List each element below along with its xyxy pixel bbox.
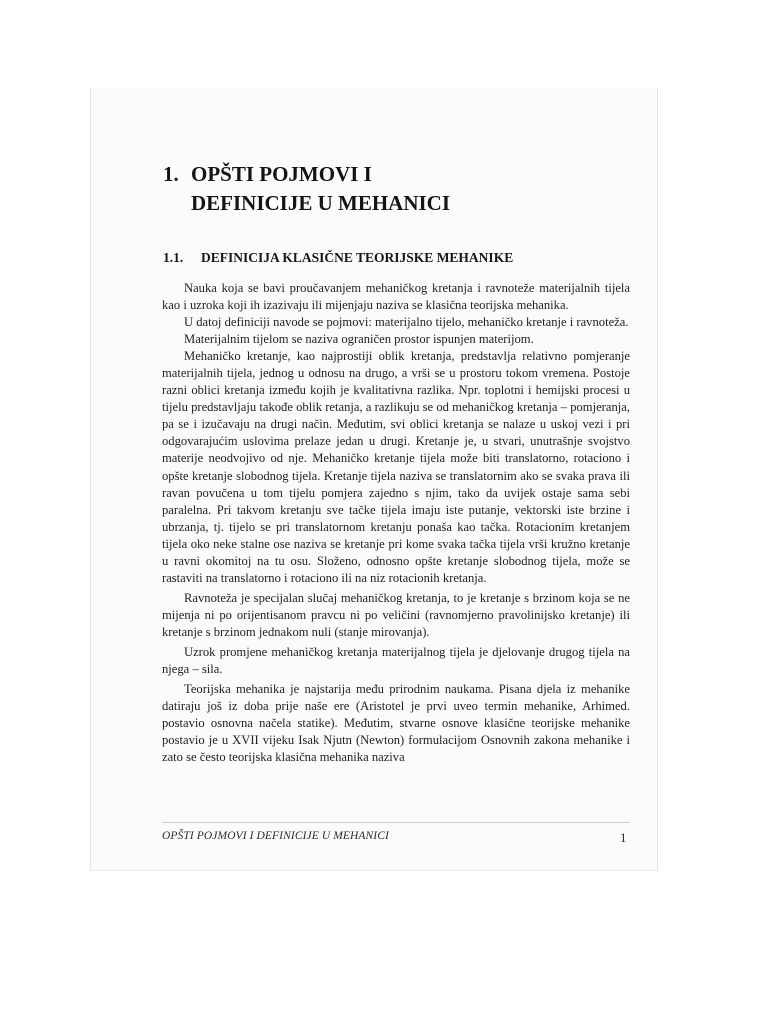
chapter-title-line-2: DEFINICIJE U MEHANICI bbox=[191, 191, 451, 215]
paragraph: U datoj definiciji navode se pojmovi: materijalno tijelo, mehaničko kretanje i ravnoteža. bbox=[184, 315, 629, 330]
paragraph: Nauka koja se bavi proučavanjem mehaničkog kretanja i ravnoteže materijalnih tijela kao i uzroka koji ih izazivaju ili mijenjaju naziva se klasična teorijska mehanika. bbox=[162, 281, 630, 313]
section-title: DEFINICIJA KLASIČNE TEORIJSKE MEHANIKE bbox=[201, 250, 514, 265]
paragraph: Uzrok promjene mehaničkog kretanja materijalnog tijela je djelovanje drugog tijela na njega – sila. bbox=[162, 644, 630, 677]
paragraph: Teorijska mehanika je najstarija među prirodnim naukama. Pisana djela iz mehanike datiraju još iz doba prije naše ere (Aristotel je prvi uveo termin mehanike, Arhimed. postavio osnovna načela statike). Međutim, stvarne osnove klasične teorijske mehanike postavio je u XVII vijeku Isak Njutn (Newton) formulacijom Osnovnih zakona mehanike i zato se često teorijska klasična mehanika naziva bbox=[162, 682, 630, 765]
paragraph: Mehaničko kretanje, kao najprostiji oblik kretanja, predstavlja relativno pomjeranje materijalnih tijela, jednog u odnosu na drugo, a vrši se u prostoru tokom vremena. Postoje razni oblici kretanja između kojih je kvalitativna razlika. Npr. toplotni i hemijski procesi u tijelu predstavljaju takođe oblik retanja, a razlikuju se od mehaničkog kretanja – pomjeranja, pa se i izučavaju na drugi način. Međutim, svi oblici kretanja se nalaze u uskoj vezi i pri odgovarajućim uslovima prelaze jedan u drugi. Kretanje je, u stvari, unutrašnje svojstvo materije neodvojivo od nje. Mehaničko kretanje tijela može biti translatorno, rotaciono i opšte kretanje slobodnog tijela. Kretanje tijela naziva se translatornim ako se svaka prava ili ravan povučena u tom tijelu pomjera zajedno s njim, tako da uvijek ostaje sama sebi paralelna. Pri takvom kretanju sve tačke tijela imaju iste putanje, vektorski iste brzine i ubrzanja, tj. tijelo se pri translatornom kretanju ponaša kao tačka. Rotacionim kretanjem tijela oko neke stalne ose naziva se kretanje pri kome svaka tačka tijela vrši kružno kretanje u ravni okomitoj na tu osu. Složeno, odnosno opšte kretanje slobodnog tijela, može se rastaviti na translatorno i rotaciono ili na niz rotacionih kretanja. bbox=[162, 349, 630, 585]
footer-divider bbox=[162, 822, 630, 823]
running-footer: OPŠTI POJMOVI I DEFINICIJE U MEHANICI bbox=[162, 830, 389, 842]
paragraph: Ravnoteža je specijalan slučaj mehaničkog kretanja, to je kretanje s brzinom koja se ne mijenja ni po orijentisanom pravcu ni po veličini (ravnomjerno pravolinijsko kretanje) ili kretanje s brzinom jednakom nuli (stanje mirovanja). bbox=[162, 590, 630, 639]
page-number: 1 bbox=[620, 830, 627, 845]
chapter-heading bbox=[163, 160, 583, 218]
section-number: 1.1. bbox=[163, 250, 184, 265]
chapter-title-line-1: OPŠTI POJMOVI I bbox=[191, 162, 372, 186]
chapter-number: 1. bbox=[163, 162, 179, 186]
paragraph: Materijalnim tijelom se naziva ograničen prostor ispunjen materijom. bbox=[184, 332, 534, 347]
body-text bbox=[162, 280, 630, 766]
section-heading bbox=[163, 249, 603, 267]
